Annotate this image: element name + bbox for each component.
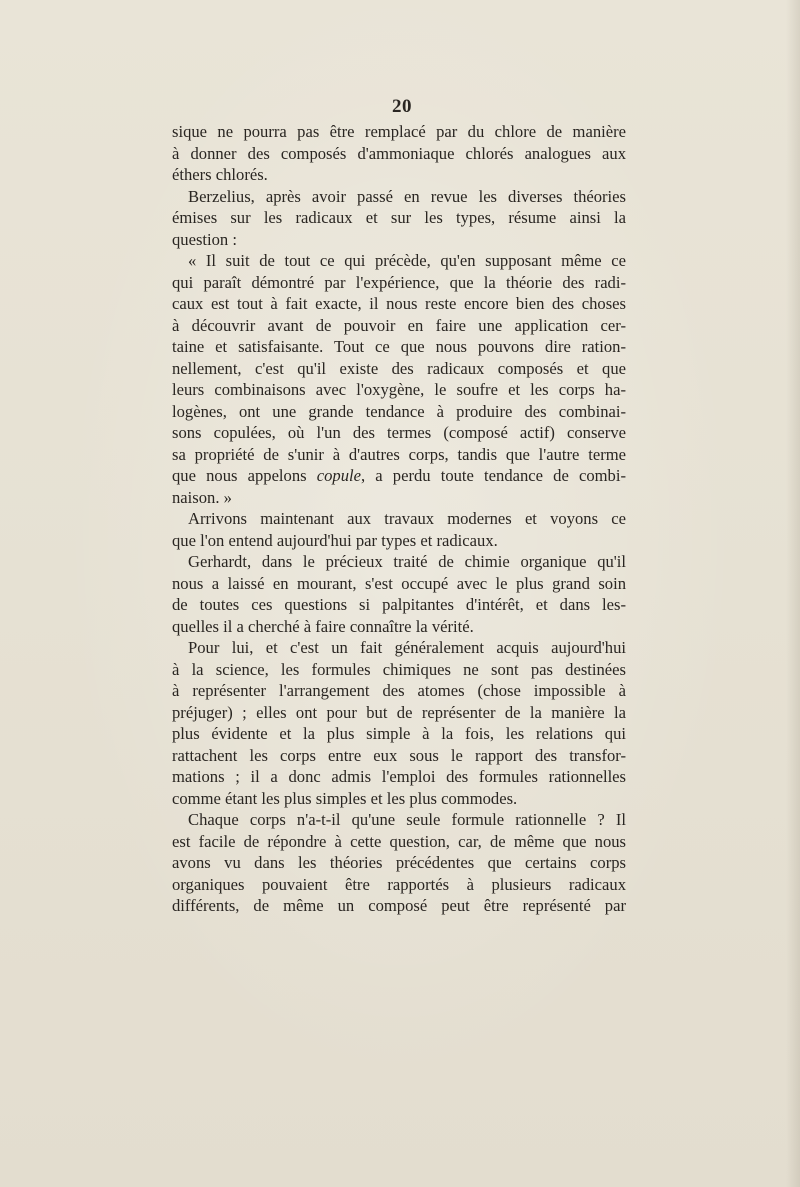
text-line: Gerhardt, dans le précieux traité de chimie organique qu'il xyxy=(188,552,626,571)
text-line: nellement, c'est qu'il existe des radicaux composés et que xyxy=(172,358,626,378)
text-line: éthers chlorés. xyxy=(172,165,268,184)
text-line: Pour lui, et c'est un fait généralement acquis aujourd'hui xyxy=(188,638,626,657)
text-line: à découvrir avant de pouvoir en faire une application cer- xyxy=(172,315,626,335)
text-line: quelles il a cherché à faire connaître la vérité. xyxy=(172,616,474,636)
text-line: sons copulées, où l'un des termes (composé actif) conserve xyxy=(172,423,626,442)
text-line: Arrivons maintenant aux travaux modernes et voyons ce xyxy=(188,509,626,528)
text-line: Berzelius, après avoir passé en revue les diverses théories xyxy=(188,186,626,206)
text-line: caux est tout à fait exacte, il nous reste encore bien des choses xyxy=(172,294,626,313)
text-line-segment: , a perdu toute tendance de combi- xyxy=(360,466,626,485)
text-line xyxy=(172,465,626,487)
text-line: organiques pouvaient être rapportés à plusieurs radicaux xyxy=(172,874,626,894)
text-line: avons vu dans les théories précédentes que certains corps xyxy=(172,853,626,872)
italic-term: copule xyxy=(316,466,361,485)
page-edge-shadow xyxy=(786,0,800,1187)
page-number xyxy=(0,96,800,118)
text-line: est facile de répondre à cette question, car, de même que nous xyxy=(172,831,626,851)
text-line: que l'on entend aujourd'hui par types et radicaux. xyxy=(172,530,498,550)
text-line: qui paraît démontré par l'expérience, que la théorie des radi- xyxy=(172,272,626,292)
text-line: plus évidente et la plus simple à la fois, les relations qui xyxy=(172,724,626,743)
text-line: taine et satisfaisante. Tout ce que nous pouvons dire ration- xyxy=(172,337,626,356)
text-line: à la science, les formules chimiques ne sont pas destinées xyxy=(172,659,626,679)
text-line: leurs combinaisons avec l'oxygène, le soufre et les corps ha- xyxy=(172,380,626,399)
text-line: sa propriété de s'unir à d'autres corps, tandis que l'autre terme xyxy=(172,444,626,464)
body-text xyxy=(172,121,626,917)
text-line: à représenter l'arrangement des atomes (chose impossible à xyxy=(172,681,626,700)
text-line: sique ne pourra pas être remplacé par du chlore de manière xyxy=(172,122,626,141)
text-line: de toutes ces questions si palpitantes d'intérêt, et dans les- xyxy=(172,595,626,614)
text-line: « Il suit de tout ce qui précède, qu'en supposant même ce xyxy=(188,251,626,270)
page-number-text: 20 xyxy=(392,96,412,117)
text-line: émises sur les radicaux et sur les types, résume ainsi la xyxy=(172,208,626,227)
text-line: nous a laissé en mourant, s'est occupé avec le plus grand soin xyxy=(172,573,626,593)
text-line: question : xyxy=(172,229,237,249)
text-line: mations ; il a donc admis l'emploi des formules rationnelles xyxy=(172,767,626,786)
text-line: à donner des composés d'ammoniaque chlorés analogues aux xyxy=(172,143,626,163)
text-line: logènes, ont une grande tendance à produire des combinai- xyxy=(172,401,626,421)
text-line: préjuger) ; elles ont pour but de représenter de la manière la xyxy=(172,702,626,722)
text-line: différents, de même un composé peut être représenté par xyxy=(172,896,626,915)
text-line-segment: que nous appelons xyxy=(172,466,317,485)
text-line: Chaque corps n'a-t-il qu'une seule formule rationnelle ? Il xyxy=(188,810,626,829)
text-line: comme étant les plus simples et les plus commodes. xyxy=(172,788,518,808)
text-line: naison. » xyxy=(172,487,232,507)
text-line: rattachent les corps entre eux sous le rapport des transfor- xyxy=(172,745,626,765)
